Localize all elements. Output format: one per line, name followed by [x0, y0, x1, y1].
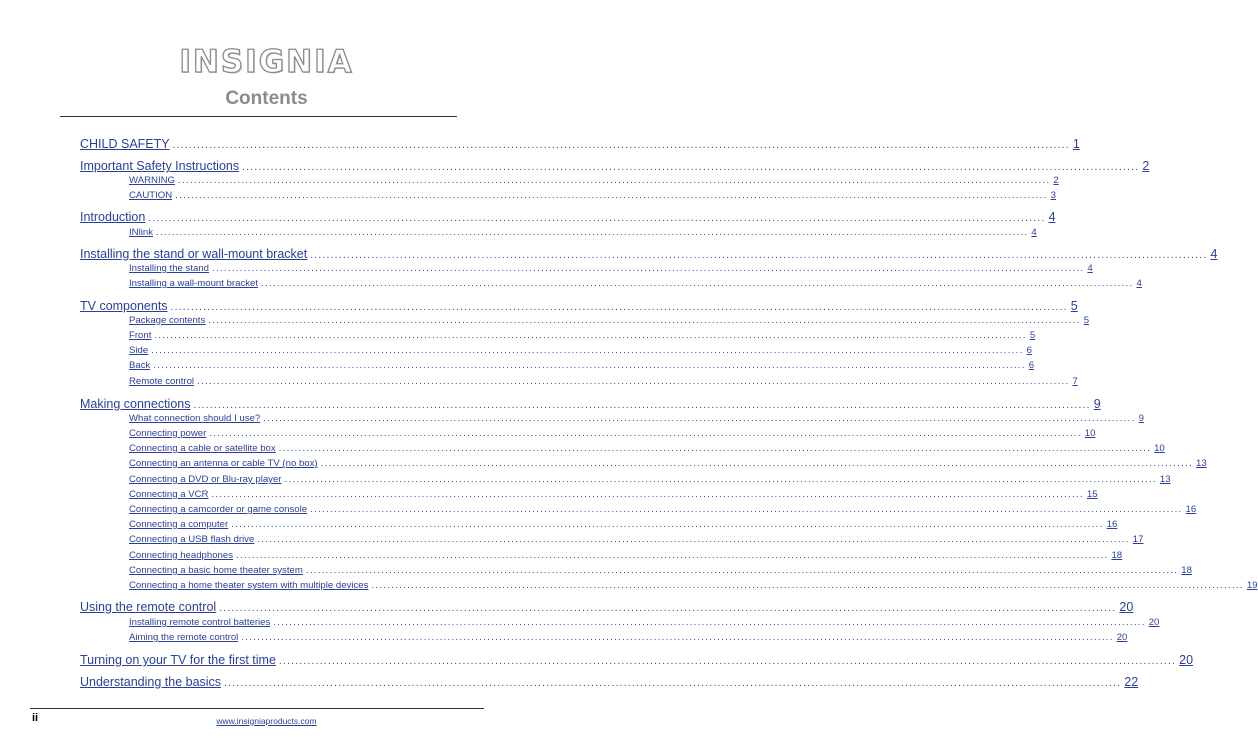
toc-entry-label: Connecting an antenna or cable TV (no box)	[129, 458, 318, 469]
dot-leader: ............................................................................................................................................................................................................................	[284, 474, 1157, 485]
toc-entry[interactable]	[80, 675, 1139, 691]
dot-leader: ............................................................................................................................................................................................................................	[175, 190, 1048, 201]
dot-leader: ............................................................................................................................................................................................................................	[231, 519, 1104, 530]
toc-entry-page: 20	[1148, 617, 1160, 628]
toc-entry[interactable]	[80, 299, 1078, 315]
bottom-divider	[30, 708, 484, 709]
toc-entry[interactable]	[80, 489, 1098, 501]
dot-leader: ............................................................................................................................................................................................................................	[257, 534, 1130, 545]
toc-entry-label: Connecting a cable or satellite box	[129, 443, 276, 454]
toc-entry-page: 15	[1086, 489, 1098, 500]
toc-entry-label: Introduction	[80, 210, 146, 224]
toc-entry-label: Back	[129, 360, 151, 371]
toc-entry-label: Connecting power	[129, 428, 207, 439]
toc-entry-label: WARNING	[129, 175, 176, 186]
toc-entry[interactable]	[80, 458, 1207, 470]
dot-leader: ............................................................................................................................................................................................................................	[320, 458, 1194, 469]
toc-entry-page: 10	[1154, 443, 1165, 454]
toc-entry-page: 18	[1111, 550, 1123, 561]
toc-entry[interactable]	[80, 315, 1090, 327]
toc-entry[interactable]	[80, 376, 1078, 388]
toc-entry[interactable]	[80, 474, 1171, 486]
toc-entry-page: 13	[1196, 458, 1207, 469]
toc-entry-label: Connecting headphones	[129, 550, 234, 561]
dot-leader: ............................................................................................................................................................................................................................	[241, 632, 1114, 643]
toc-entry[interactable]	[80, 190, 1056, 202]
toc-entry-label: Installing a wall-mount bracket	[129, 278, 259, 289]
dot-leader: ............................................................................................................................................................................................................................	[209, 428, 1082, 439]
toc-entry-label: What connection should I use?	[129, 413, 261, 424]
dot-leader: ............................................................................................................................................................................................................................	[148, 213, 1046, 224]
toc-entry[interactable]	[80, 345, 1032, 357]
toc-entry-page: 4	[1087, 263, 1093, 274]
toc-entry-page: 16	[1185, 504, 1197, 515]
toc-entry[interactable]	[80, 210, 1056, 226]
toc-entry[interactable]	[80, 565, 1192, 577]
toc-entry[interactable]	[80, 278, 1142, 290]
dot-leader: ............................................................................................................................................................................................................................	[242, 162, 1140, 173]
toc-entry[interactable]	[80, 632, 1128, 644]
toc-entry-page: 20	[1179, 653, 1194, 667]
toc-entry[interactable]	[80, 330, 1036, 342]
page-number: ii	[32, 712, 39, 724]
toc-entry[interactable]	[80, 159, 1150, 175]
toc-entry[interactable]	[80, 617, 1160, 629]
toc-entry[interactable]	[80, 653, 1194, 669]
insignia-logo: INSIGNIA	[179, 44, 354, 80]
toc-entry-label: Turning on your TV for the first time	[80, 653, 276, 667]
dot-leader: ............................................................................................................................................................................................................................	[310, 504, 1183, 515]
toc-entry-label: Installing remote control batteries	[129, 617, 271, 628]
toc-entry-label: Front	[129, 330, 152, 341]
toc-entry[interactable]	[80, 247, 1218, 263]
toc-entry[interactable]	[80, 580, 1258, 592]
dot-leader: ............................................................................................................................................................................................................................	[154, 330, 1027, 341]
toc-entry-page: 4	[1031, 227, 1037, 238]
toc-entry[interactable]	[80, 428, 1096, 440]
toc-entry-label: Remote control	[129, 376, 195, 387]
toc-entry[interactable]	[80, 137, 1080, 153]
toc-entry[interactable]	[80, 175, 1059, 187]
toc-entry[interactable]	[80, 550, 1123, 562]
toc-entry-page: 1	[1072, 137, 1080, 151]
toc-entry-label: Connecting a basic home theater system	[129, 565, 303, 576]
toc-entry[interactable]	[80, 360, 1035, 372]
toc-entry-page: 10	[1084, 428, 1096, 439]
dot-leader: ............................................................................................................................................................................................................................	[178, 175, 1051, 186]
toc-entry-page: 20	[1116, 632, 1128, 643]
dot-leader: ............................................................................................................................................................................................................................	[278, 443, 1152, 454]
toc-entry[interactable]	[80, 227, 1037, 239]
dot-leader: ............................................................................................................................................................................................................................	[197, 376, 1070, 387]
dot-leader: ............................................................................................................................................................................................................................	[219, 603, 1117, 614]
toc-entry[interactable]	[80, 504, 1197, 516]
toc-entry-label: Connecting a USB flash drive	[129, 534, 255, 545]
dot-leader: ............................................................................................................................................................................................................................	[208, 315, 1081, 326]
dot-leader: ............................................................................................................................................................................................................................	[236, 550, 1109, 561]
toc-entry-page: 9	[1138, 413, 1144, 424]
dot-leader: ............................................................................................................................................................................................................................	[310, 250, 1208, 261]
toc-entry-page: 16	[1106, 519, 1118, 530]
toc-entry-label: Connecting a camcorder or game console	[129, 504, 308, 515]
toc-entry[interactable]	[80, 443, 1165, 455]
toc-entry-page: 18	[1181, 565, 1192, 576]
toc-entry-page: 2	[1142, 159, 1150, 173]
dot-leader: ............................................................................................................................................................................................................................	[278, 656, 1177, 667]
toc-entry-label: Understanding the basics	[80, 675, 222, 689]
dot-leader: ............................................................................................................................................................................................................................	[273, 617, 1146, 628]
toc-entry-label: Installing the stand	[129, 263, 210, 274]
top-divider	[60, 116, 457, 117]
dot-leader: ............................................................................................................................................................................................................................	[193, 400, 1091, 411]
toc-entry-page: 9	[1093, 397, 1101, 411]
toc-entry-page: 7	[1072, 376, 1078, 387]
toc-entry-page: 4	[1136, 278, 1142, 289]
toc-entry-page: 3	[1050, 190, 1056, 201]
dot-leader: ............................................................................................................................................................................................................................	[153, 360, 1026, 371]
toc-entry-page: 17	[1132, 534, 1144, 545]
toc-entry-label: Connecting a home theater system with multiple devices	[129, 580, 369, 591]
dot-leader: ............................................................................................................................................................................................................................	[156, 227, 1029, 238]
toc-entry[interactable]	[80, 413, 1144, 425]
toc-entry-page: 5	[1070, 299, 1078, 313]
toc-entry-page: 4	[1210, 247, 1218, 261]
toc-entry-page: 20	[1119, 600, 1134, 614]
dot-leader: ............................................................................................................................................................................................................................	[211, 489, 1084, 500]
toc-entry-page: 2	[1053, 175, 1059, 186]
dot-leader: ............................................................................................................................................................................................................................	[172, 140, 1070, 151]
toc-entry-page: 5	[1083, 315, 1090, 326]
toc-entry-label: CHILD SAFETY	[80, 137, 170, 151]
toc-entry-label: Using the remote control	[80, 600, 217, 614]
toc-entry-page: 5	[1029, 330, 1036, 341]
toc-entry[interactable]	[80, 397, 1101, 413]
toc-entry-label: Side	[129, 345, 149, 356]
page-title: Contents	[225, 88, 308, 109]
toc-entry[interactable]	[80, 600, 1134, 616]
toc-entry-page: 22	[1124, 675, 1139, 689]
dot-leader: ............................................................................................................................................................................................................................	[224, 678, 1122, 689]
dot-leader: ............................................................................................................................................................................................................................	[263, 413, 1136, 424]
toc-entry-label: Package contents	[129, 315, 206, 326]
toc-entry-label: Important Safety Instructions	[80, 159, 240, 173]
toc-entry[interactable]	[80, 263, 1093, 275]
toc-entry-page: 6	[1026, 345, 1032, 356]
toc-entry[interactable]	[80, 519, 1118, 531]
toc-entry-label: TV components	[80, 299, 168, 313]
toc-entry-page: 6	[1028, 360, 1035, 371]
toc-entry-page: 4	[1048, 210, 1056, 224]
dot-leader: ............................................................................................................................................................................................................................	[212, 263, 1085, 274]
toc-entry-label: INlink	[129, 227, 153, 238]
toc-entry-label: Aiming the remote control	[129, 632, 239, 643]
dot-leader: ............................................................................................................................................................................................................................	[151, 345, 1024, 356]
toc-entry-label: Connecting a computer	[129, 519, 229, 530]
toc-entry-label: Connecting a VCR	[129, 489, 209, 500]
dot-leader: ............................................................................................................................................................................................................................	[261, 278, 1134, 289]
dot-leader: ............................................................................................................................................................................................................................	[305, 565, 1179, 576]
dot-leader: ............................................................................................................................................................................................................................	[371, 580, 1244, 591]
toc-entry-label: Making connections	[80, 397, 191, 411]
toc-entry-label: Connecting a DVD or Blu-ray player	[129, 474, 282, 485]
toc-entry-label: Installing the stand or wall-mount bracket	[80, 247, 308, 261]
toc-entry-page: 13	[1159, 474, 1171, 485]
toc-entry-page: 19	[1246, 580, 1258, 591]
dot-leader: ............................................................................................................................................................................................................................	[170, 302, 1068, 313]
toc-entry-label: CAUTION	[129, 190, 173, 201]
footer-url-link[interactable]: www.insigniaproducts.com	[216, 716, 317, 726]
toc-entry[interactable]	[80, 534, 1144, 546]
